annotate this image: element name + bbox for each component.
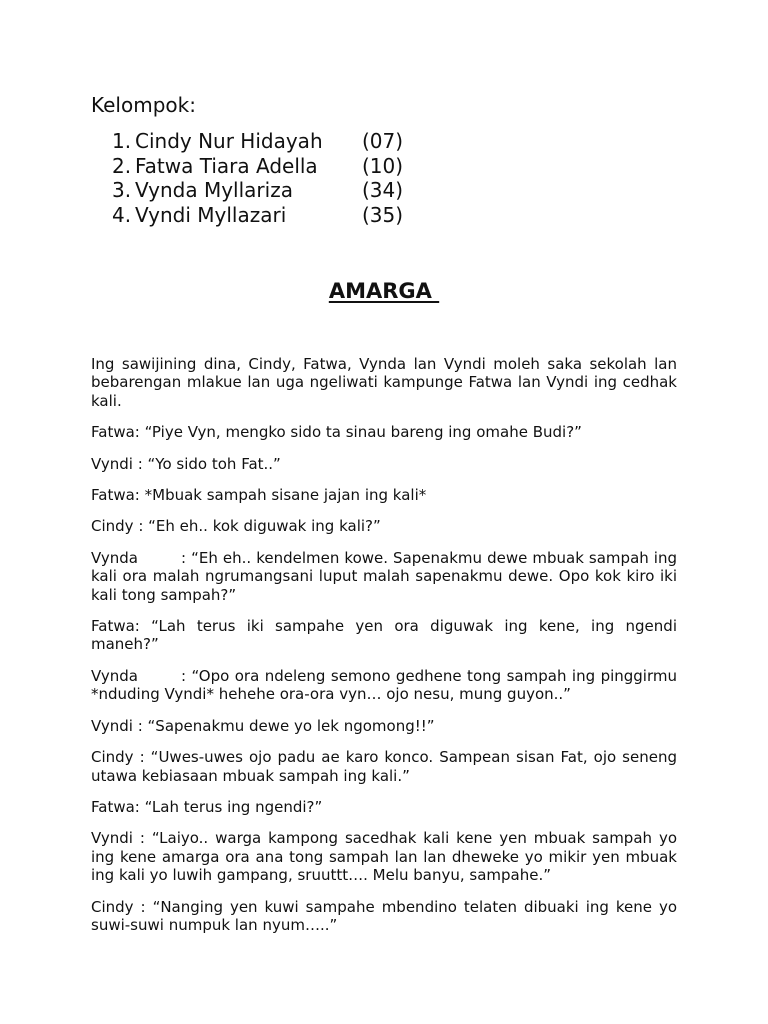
dialogue-text: “Piye Vyn, mengko sido ta sinau bareng ing omahe Budi?” <box>144 423 582 442</box>
dialogue-text: “Nanging yen kuwi sampahe mbendino telaten dibuaki ing kene yo suwi-suwi numpuk lan nyum…..” <box>91 897 678 934</box>
dialogue-text: “Opo ora ndeleng semono gedhene tong sampah ing pinggirmu *nduding Vyndi* hehehe ora-ora vyn… ojo nesu, mung guyon..” <box>91 666 677 704</box>
dialogue-separator: : <box>138 517 149 536</box>
dialogue-line <box>91 517 677 535</box>
member-item <box>112 154 403 179</box>
dialogue-separator: : <box>137 716 148 735</box>
dialogue-separator: : <box>140 897 153 916</box>
member-item <box>112 203 403 228</box>
member-number: 2. <box>112 153 132 178</box>
member-name: Vynda Myllariza <box>135 178 293 202</box>
dialogue-text: “Sapenakmu dewe yo lek ngomong!!” <box>147 716 435 735</box>
dialogue-text: “Laiyo.. warga kampong sacedhak kali kene yen mbuak sampah yo ing kene amarga ora ana tong sampah lan lan dheweke yo mikir yen mbuak ing kali yo luwih gampang, sruuttt…. Melu banyu, sampahe.” <box>91 829 677 885</box>
dialogue-line <box>91 549 677 604</box>
member-list <box>112 129 403 227</box>
speaker-name: Cindy <box>91 748 140 767</box>
speaker-name: Fatwa <box>91 423 135 442</box>
intro-paragraph: Ing sawijining dina, Cindy, Fatwa, Vynda lan Vyndi moleh saka sekolah lan bebarengan mlakue lan uga ngeliwati kampunge Fatwa lan Vyndi ing cedhak kali. <box>91 355 677 410</box>
dialogue-text: “Lah terus iki sampahe yen ora diguwak ing kene, ing ngendi maneh?” <box>91 617 677 654</box>
dialogue-separator: : <box>134 617 152 636</box>
speaker-name: Fatwa <box>91 797 135 816</box>
member-number: 3. <box>112 178 132 202</box>
dialogue-text: “Yo sido toh Fat..” <box>147 454 281 473</box>
dialogue-line <box>91 717 677 735</box>
dialogue-text: “Eh eh.. kendelmen kowe. Sapenakmu dewe mbuak sampah ing kali ora malah ngrumangsani luput malah sapenakmu dewe. Opo kok kiro iki kali tong sampah?” <box>91 548 678 604</box>
dialogue-line <box>91 798 677 816</box>
speaker-name: Vynda <box>91 666 138 685</box>
dialogue-line <box>91 486 677 504</box>
document-title: AMARGA <box>328 279 440 303</box>
dialogue-text: “Uwes-uwes ojo padu ae karo konco. Sampean sisan Fat, ojo seneng utawa kebiasaan mbuak sampah ing kali.” <box>91 748 677 785</box>
dialogue-separator: : <box>134 423 145 442</box>
dialogue-text: “Lah terus ing ngendi?” <box>144 797 323 816</box>
story-body <box>91 355 677 947</box>
speaker-name: Fatwa <box>91 486 135 505</box>
dialogue-line <box>91 455 677 473</box>
speaker-name: Cindy <box>91 897 141 916</box>
member-item <box>112 129 403 154</box>
dialogue-separator: : <box>134 797 145 816</box>
dialogue-text: “Eh eh.. kok diguwak ing kali?” <box>148 517 381 536</box>
member-name: Fatwa Tiara Adella <box>135 153 318 178</box>
dialogue-separator: : <box>139 748 151 767</box>
dialogue-line <box>91 667 677 704</box>
speaker-name: Fatwa <box>91 617 135 636</box>
dialogue-line <box>91 423 677 441</box>
dialogue-line <box>91 617 677 654</box>
member-item <box>112 178 403 203</box>
dialogue-text: *Mbuak sampah sisane jajan ing kali* <box>144 486 427 505</box>
speaker-name: Vyndi <box>91 454 138 473</box>
speaker-name: Cindy <box>91 517 139 536</box>
member-id: (10) <box>362 153 404 178</box>
speaker-name: Vyndi <box>91 716 138 735</box>
dialogue-line <box>91 829 677 884</box>
dialogue-separator: : <box>134 486 145 505</box>
speaker-name: Vynda <box>91 548 138 567</box>
dialogue-line <box>91 898 677 935</box>
member-name: Cindy Nur Hidayah <box>135 129 323 153</box>
dialogue-line <box>91 748 677 785</box>
dialogue-separator: : <box>181 666 192 685</box>
speaker-name: Vyndi <box>91 829 140 848</box>
member-name: Vyndi Myllazari <box>135 202 287 227</box>
dialogue-separator: : <box>137 454 148 473</box>
member-id: (35) <box>362 202 404 227</box>
member-id: (07) <box>362 129 404 153</box>
group-heading: Kelompok: <box>91 93 196 117</box>
dialogue-separator: : <box>139 829 152 848</box>
member-id: (34) <box>362 178 404 202</box>
dialogue-separator: : <box>181 548 192 567</box>
member-number: 1. <box>112 129 132 153</box>
member-number: 4. <box>112 202 132 227</box>
